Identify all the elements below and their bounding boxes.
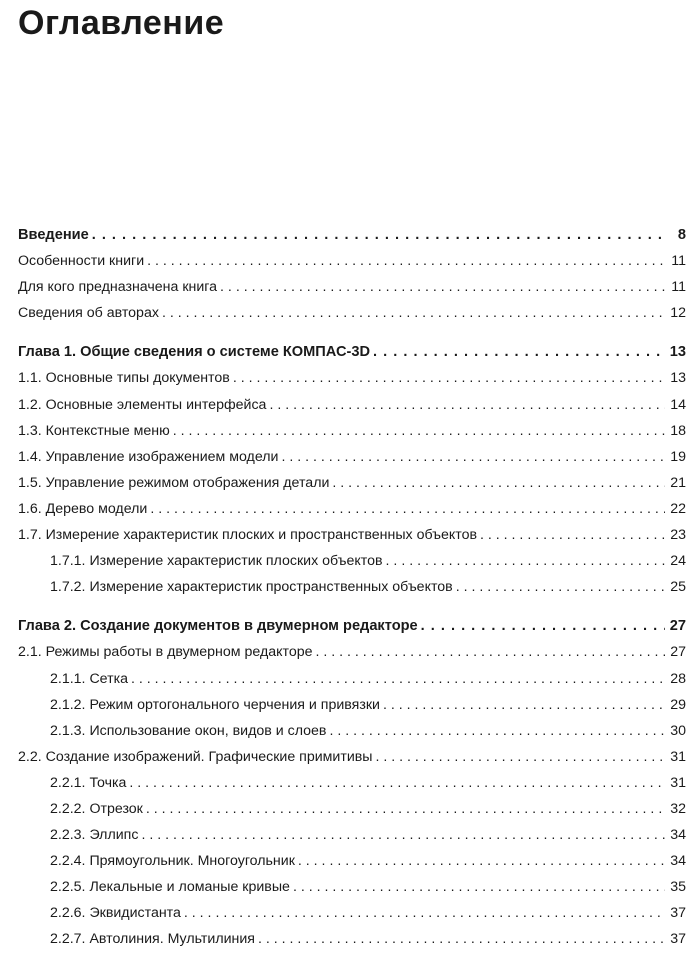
dot-leader [131,666,665,692]
toc-entry[interactable] [18,822,686,848]
toc-entry[interactable] [18,248,686,274]
toc-page-number: 25 [670,579,686,596]
toc-entry[interactable] [18,300,686,326]
toc-section [18,613,686,952]
toc-page-number: 18 [670,422,686,439]
dot-leader [373,339,665,365]
toc-page-number: 35 [670,879,686,896]
toc-entry-title: Для кого предназначена книга [18,279,218,296]
toc-entry-title: 1.4. Управление изображением модели [18,448,279,465]
toc-entry[interactable] [18,365,686,391]
toc-entry[interactable] [18,522,686,548]
page-title: Оглавление [18,4,225,42]
toc-entry[interactable] [18,392,686,418]
toc-entry-title: 1.6. Дерево модели [18,500,148,517]
toc-entry[interactable] [18,848,686,874]
toc-entry-title: Особенности книги [18,253,145,270]
toc-chapter-entry[interactable] [18,613,686,639]
dot-leader [456,574,665,600]
toc-page-number: 8 [677,227,686,243]
toc-entry-title: 2.2. Создание изображений. Графические примитивы [18,748,373,765]
toc-chapter-entry[interactable] [18,222,686,248]
dot-leader [383,692,665,718]
toc-entry-title: 1.3. Контекстные меню [18,422,170,439]
toc-page-number: 27 [670,644,686,661]
toc-entry-title: 2.2.4. Прямоугольник. Многоугольник [50,853,295,870]
dot-leader [480,522,665,548]
dot-leader [258,926,665,952]
toc-page-number: 13 [670,370,686,387]
toc-entry[interactable] [18,926,686,952]
toc-entry-title: 2.1.2. Режим ортогонального черчения и привязки [50,696,380,713]
toc-page-number: 12 [670,305,686,322]
dot-leader [92,222,665,248]
dot-leader [129,770,665,796]
toc-entry[interactable] [18,900,686,926]
toc-entry-title: 2.2.6. Эквидистанта [50,905,181,922]
toc-page-number: 34 [670,853,686,870]
dot-leader [329,718,665,744]
toc-entry-title: 2.2.1. Точка [50,774,127,791]
toc-entry-title: 1.7.2. Измерение характеристик пространственных объектов [50,579,453,596]
toc-page-number: 24 [670,553,686,570]
toc-entry-title: 2.1.1. Сетка [50,670,129,687]
dot-leader [173,418,665,444]
toc-page-number: 32 [670,800,686,817]
toc-entry-title: 1.1. Основные типы документов [18,370,230,387]
toc-section [18,222,686,326]
toc-entry[interactable] [18,744,686,770]
dot-leader [316,639,666,665]
toc-chapter-entry[interactable] [18,339,686,365]
toc-entry[interactable] [18,796,686,822]
dot-leader [141,822,665,848]
toc-entry[interactable] [18,692,686,718]
toc-entry-title: Глава 1. Общие сведения о системе КОМПАС-3D [18,344,371,361]
dot-leader [220,274,665,300]
dot-leader [298,848,665,874]
toc-page-number: 31 [670,748,686,765]
toc-entry-title: Глава 2. Создание документов в двумерном редакторе [18,618,418,635]
dot-leader [269,392,665,418]
toc-page-number: 13 [669,344,686,361]
toc-page-number: 29 [670,696,686,713]
toc-entry-title: 1.5. Управление режимом отображения детали [18,474,330,491]
toc-page-number: 37 [670,905,686,922]
toc-entry[interactable] [18,418,686,444]
toc-page-number: 30 [670,722,686,739]
toc-entry-title: 2.2.5. Лекальные и ломаные кривые [50,879,290,896]
toc-entry[interactable] [18,718,686,744]
toc-page-number: 34 [670,827,686,844]
dot-leader [162,300,665,326]
toc-entry-title: 2.2.2. Отрезок [50,800,143,817]
toc-entry-title: 2.2.7. Автолиния. Мультилиния [50,931,255,948]
toc-entry[interactable] [18,770,686,796]
toc-page-number: 19 [670,448,686,465]
dot-leader [146,796,665,822]
toc-entry[interactable] [18,574,686,600]
toc-entry[interactable] [18,470,686,496]
toc-entry-title: 1.7. Измерение характеристик плоских и пространственных объектов [18,527,478,544]
toc-page-number: 21 [670,474,686,491]
dot-leader [150,496,665,522]
toc-entry[interactable] [18,666,686,692]
toc-entry-title: Сведения об авторах [18,305,159,322]
toc-page-number: 37 [670,931,686,948]
dot-leader [184,900,665,926]
toc-entry[interactable] [18,874,686,900]
toc-page-number: 14 [670,396,686,413]
dot-leader [147,248,665,274]
toc-page-number: 11 [671,253,686,270]
toc-entry-title: 2.2.3. Эллипс [50,827,139,844]
toc-entry[interactable] [18,548,686,574]
toc-page-number: 27 [669,618,686,635]
toc-page-number: 31 [670,774,686,791]
dot-leader [293,874,665,900]
toc-entry[interactable] [18,496,686,522]
dot-leader [386,548,665,574]
toc-entry-title: 2.1. Режимы работы в двумерном редакторе [18,644,313,661]
toc-page-number: 28 [670,670,686,687]
dot-leader [376,744,666,770]
toc-page-number: 11 [671,279,686,296]
dot-leader [281,444,665,470]
toc-page-number: 23 [670,527,686,544]
toc-entry[interactable] [18,639,686,665]
toc-entry-title: 1.7.1. Измерение характеристик плоских объектов [50,553,383,570]
toc-entry-title: 1.2. Основные элементы интерфейса [18,396,267,413]
toc-page-number: 22 [670,500,686,517]
toc-entry[interactable] [18,444,686,470]
dot-leader [421,613,665,639]
dot-leader [332,470,665,496]
dot-leader [233,365,665,391]
toc-entry-title: Введение [18,227,89,243]
toc-section [18,339,686,600]
toc-entry-title: 2.1.3. Использование окон, видов и слоев [50,722,327,739]
table-of-contents [18,222,686,966]
toc-entry[interactable] [18,274,686,300]
